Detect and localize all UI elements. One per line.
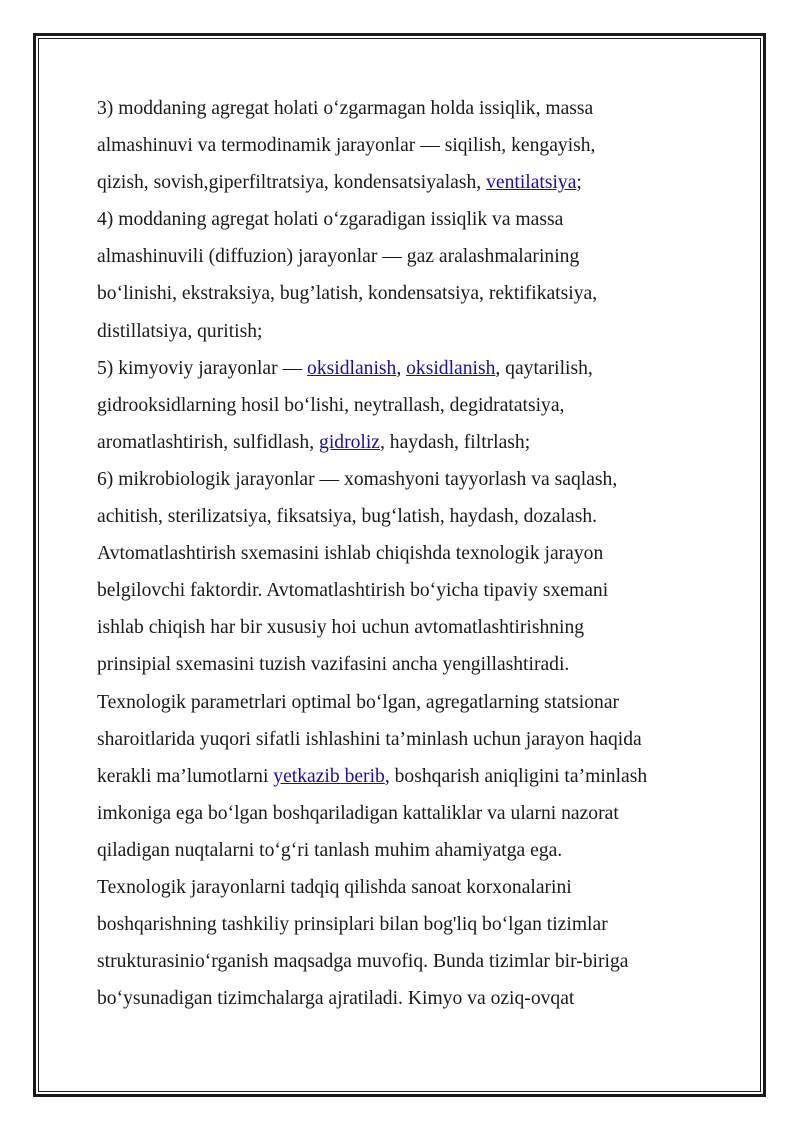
text-line xyxy=(97,387,717,424)
text-line xyxy=(97,943,717,980)
text-line xyxy=(97,238,717,275)
hyperlink[interactable]: ventilatsiya xyxy=(486,172,577,194)
text-run: , qaytarilish, xyxy=(495,357,593,379)
text-line xyxy=(97,127,717,164)
text-line xyxy=(97,350,717,387)
text-line xyxy=(97,721,717,758)
text-run: almashinuvi va termodinamik jarayonlar — siqilish, kengayish, xyxy=(97,135,596,157)
text-line xyxy=(97,646,717,683)
document-body xyxy=(97,90,717,1017)
text-run: bo‘ysunadigan tizimchalarga ajratiladi. Kimyo va oziq-ovqat xyxy=(97,988,575,1010)
text-run: achitish, sterilizatsiya, fiksatsiya, bug‘latish, haydash, dozalash. xyxy=(97,506,598,528)
hyperlink[interactable]: yetkazib berib xyxy=(273,765,385,787)
text-run: qiladigan nuqtalarni to‘g‘ri tanlash muhim ahamiyatga ega. xyxy=(97,839,563,861)
text-line xyxy=(97,313,717,350)
hyperlink[interactable]: gidroliz xyxy=(319,431,380,453)
text-run: kerakli ma’lumotlarni xyxy=(97,765,274,787)
text-line xyxy=(97,609,717,646)
text-line xyxy=(97,684,717,721)
text-run: sharoitlarida yuqori sifatli ishlashini ta’minlash uchun jarayon haqida xyxy=(97,728,642,750)
text-run: , boshqarish aniqligini ta’minlash xyxy=(384,765,648,787)
text-run: almashinuvili (diffuzion) jarayonlar — gaz aralashmalarining xyxy=(97,246,580,268)
text-run: imkoniga ega bo‘lgan boshqariladigan kattaliklar va ularni nazorat xyxy=(97,802,619,824)
text-line xyxy=(97,275,717,312)
text-run: 6) mikrobiologik jarayonlar — xomashyoni tayyorlash va saqlash, xyxy=(97,468,618,490)
text-run: gidrooksidlarning hosil bo‘lishi, neytrallash, degidratatsiya, xyxy=(97,394,565,416)
text-run: , xyxy=(396,357,407,379)
text-line xyxy=(97,535,717,572)
text-line xyxy=(97,869,717,906)
text-line xyxy=(97,832,717,869)
text-line xyxy=(97,572,717,609)
text-line xyxy=(97,461,717,498)
text-run: 5) kimyoviy jarayonlar — xyxy=(97,357,308,379)
text-line xyxy=(97,758,717,795)
text-run: boshqarishning tashkiliy prinsiplari bilan bog'liq bo‘lgan tizimlar xyxy=(97,914,608,936)
text-run: ishlab chiqish har bir xususiy hoi uchun avtomatlashtirishning xyxy=(97,617,585,639)
text-run: Texnologik jarayonlarni tadqiq qilishda sanoat korxonalarini xyxy=(97,876,572,898)
hyperlink[interactable]: oksidlanish xyxy=(307,357,397,379)
text-run: qizish, sovish,giperfiltratsiya, kondensatsiyalash, xyxy=(97,172,487,194)
text-line xyxy=(97,906,717,943)
text-run: , haydash, filtrlash; xyxy=(379,431,531,453)
text-run: bo‘linishi, ekstraksiya, bug’latish, kondensatsiya, rektifikatsiya, xyxy=(97,283,598,305)
text-line xyxy=(97,795,717,832)
text-line xyxy=(97,424,717,461)
text-run: aromatlashtirish, sulfidlash, xyxy=(97,431,320,453)
text-run: prinsipial sxemasini tuzish vazifasini ancha yengillashtiradi. xyxy=(97,654,570,676)
text-line xyxy=(97,980,717,1017)
text-run: belgilovchi faktordir. Avtomatlashtirish bo‘yicha tipaviy sxemani xyxy=(97,580,609,602)
text-run: Avtomatlashtirish sxemasini ishlab chiqishda texnologik jarayon xyxy=(97,543,604,565)
text-run: Texnologik parametrlari optimal bo‘lgan, agregatlarning statsionar xyxy=(97,691,620,713)
text-line xyxy=(97,201,717,238)
text-line xyxy=(97,498,717,535)
text-run: distillatsiya, quritish; xyxy=(97,320,263,342)
text-run: strukturasinio‘rganish maqsadga muvofiq. Bunda tizimlar bir-biriga xyxy=(97,951,629,973)
text-line xyxy=(97,90,717,127)
text-run: 4) moddaning agregat holati o‘zgaradigan issiqlik va massa xyxy=(97,209,564,231)
text-line xyxy=(97,164,717,201)
text-run: 3) moddaning agregat holati o‘zgarmagan holda issiqlik, massa xyxy=(97,98,594,119)
text-run: ; xyxy=(576,172,582,194)
hyperlink[interactable]: oksidlanish xyxy=(406,357,496,379)
